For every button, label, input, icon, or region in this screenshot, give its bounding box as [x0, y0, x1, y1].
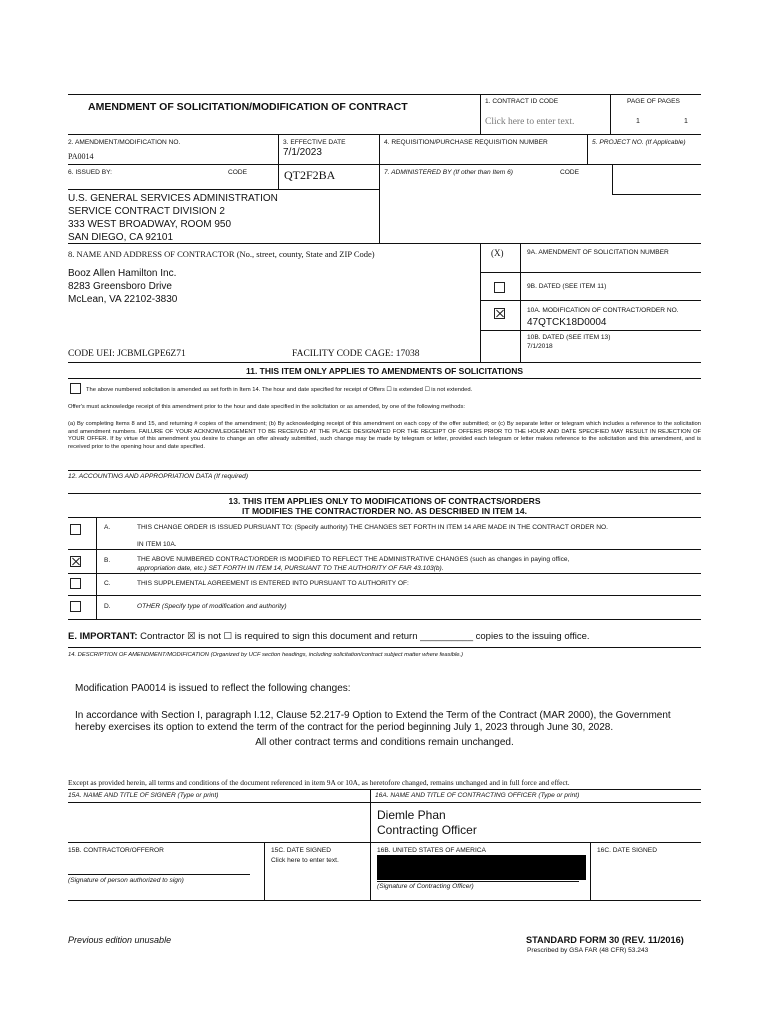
contracting-officer-label: 16A. NAME AND TITLE OF CONTRACTING OFFICER (Type or print) [375, 792, 580, 799]
dated-10b-value: 7/1/2018 [527, 343, 553, 350]
signer-name-label: 15A. NAME AND TITLE OF SIGNER (Type or print) [68, 792, 219, 799]
date-signed-15c-field[interactable]: Click here to enter text. [271, 857, 339, 864]
facility-cage: FACILITY CODE CAGE: 17038 [292, 349, 420, 359]
item-13c-letter: C. [104, 580, 111, 587]
item-11-title: 11. THIS ITEM ONLY APPLIES TO AMENDMENTS OF SOLICITATIONS [245, 366, 524, 376]
effective-date-label: 3. EFFECTIVE DATE [283, 139, 346, 146]
rule [520, 243, 521, 362]
rule [68, 900, 701, 901]
contractor-signature-line[interactable] [68, 874, 250, 875]
item-13a-text2: IN ITEM 10A. [137, 541, 177, 548]
rule [68, 378, 701, 379]
administered-by-code-label: CODE [560, 169, 580, 176]
amendment-no: PA0014 [68, 152, 94, 161]
footer-edition-note: Previous edition unusable [68, 935, 172, 945]
rule [68, 619, 701, 620]
rule [264, 842, 265, 900]
rule [68, 595, 701, 596]
rule [68, 94, 701, 95]
item-13b-text2: appropriation date, etc.) SET FORTH IN ITEM 14, PURSUANT TO THE AUTHORITY OF FAR 43.103(b). [137, 565, 444, 572]
contracting-officer-name: Diemle Phan [377, 808, 446, 822]
rule [68, 517, 701, 518]
dated-9b-label: 9B. DATED (SEE ITEM 11) [527, 283, 607, 290]
rule [480, 272, 701, 273]
officer-signature-line[interactable] [377, 881, 579, 882]
footer-form-number: STANDARD FORM 30 (REV. 11/2016) [526, 935, 684, 945]
contractor-offeror-label: 15B. CONTRACTOR/OFFEROR [68, 847, 164, 854]
issuer-address-line: SAN DIEGO, CA 92101 [68, 232, 174, 243]
item-11-line2: Offer's must acknowledge receipt of this amendment prior to the hour and date specified in the solicitation or as amended, by one of the following methods: [68, 404, 466, 410]
rule [610, 94, 611, 134]
description-closing: All other contract terms and conditions remain unchanged. [255, 737, 514, 748]
except-statement: Except as provided herein, all terms and conditions of the document referenced in item 9A or 10A, as heretofore changed, remains unchanged and in full force and effect. [68, 778, 570, 787]
solicitation-number-label: 9A. AMENDMENT OF SOLICITATION NUMBER [527, 249, 669, 256]
description-label: 14. DESCRIPTION OF AMENDMENT/MODIFICATION (Organized by UCF section headings, including solicitation/contract subject matter where feasible.) [68, 652, 464, 658]
item-13a-text: THIS CHANGE ORDER IS ISSUED PURSUANT TO: (Specify authority) THE CHANGES SET FORTH IN ITEM 14 ARE MADE IN THE CONTRACT ORDER NO. [137, 524, 608, 531]
contracting-officer-title: Contracting Officer [377, 823, 477, 837]
rule [68, 493, 701, 494]
issued-by-label: 6. ISSUED BY: [68, 169, 112, 176]
redacted-signature [377, 855, 586, 880]
rule [68, 789, 701, 790]
date-signed-15c-label: 15C. DATE SIGNED [271, 847, 331, 854]
item-13c-checkbox[interactable] [70, 578, 81, 589]
item-11-checkbox[interactable] [70, 383, 81, 394]
item-13a-checkbox[interactable] [70, 524, 81, 535]
date-signed-16c-label: 16C. DATE SIGNED [597, 847, 657, 854]
dated-9b-checkbox[interactable] [494, 282, 505, 293]
description-body-line2: hereby exercises its option to extend the term of the contract for the period beginning July 1, 2023 through June 30, 2028. [75, 722, 614, 733]
item-13d-letter: D. [104, 603, 111, 610]
important-text: Contractor ☒ is not ☐ is required to sign this document and return [140, 631, 418, 642]
rule [612, 194, 701, 195]
contractor-address-line: Booz Allen Hamilton Inc. [68, 268, 177, 279]
project-no-label: 5. PROJECT NO. (If Applicable) [592, 139, 686, 146]
form-title: AMENDMENT OF SOLICITATION/MODIFICATION OF CONTRACT [88, 101, 408, 113]
rule [68, 802, 701, 803]
issued-by-code: QT2F2BA [284, 168, 336, 182]
accounting-data-label: 12. ACCOUNTING AND APPROPRIATION DATA (If required) [68, 473, 249, 480]
rule [480, 300, 701, 301]
rule [68, 470, 701, 471]
important-lead: E. IMPORTANT: [68, 631, 138, 642]
item-13b-checkbox[interactable] [70, 556, 81, 567]
item-11-instructions: (a) By completing Items 8 and 15, and returning # copies of the amendment; (b) By acknowledging receipt of this amendment on each copy of the offer submitted; or (c) By separate letter or telegram which includes a reference to the solicitation and amendment numbers. FAILURE OF YOUR ACKNOWLEDGEMENT TO BE RECEIVED AT THE PLACE DESIGNATED FOR THE RECEIPT OF OFFERS PRIOR TO THE HOUR AND DATE SPECIFIED MAY RESULT IN REJECTION OF YOUR OFFER. If by virtue of this amendment you desire to change an offer already submitted, such change may be made by telegram or letter, provided each telegram or letter makes reference to the solicitation and this amendment, and is received prior to the opening hour and date specified. [68, 421, 701, 450]
important-notice [68, 631, 590, 642]
contract-id-label: 1. CONTRACT ID CODE [485, 98, 559, 105]
item-13-subtitle: IT MODIFIES THE CONTRACT/ORDER NO. AS DESCRIBED IN ITEM 14. [242, 506, 527, 516]
contractor-uei: CODE UEI: JCBMLGPE6Z71 [68, 349, 186, 359]
rule [278, 134, 279, 189]
contractor-label: 8. NAME AND ADDRESS OF CONTRACTOR (No., street, county, State and ZIP Code) [68, 249, 375, 259]
item-13c-text: THIS SUPPLEMENTAL AGREEMENT IS ENTERED INTO PURSUANT TO AUTHORITY OF: [137, 580, 409, 587]
item-13-title: 13. THIS ITEM APPLIES ONLY TO MODIFICATIONS OF CONTRACTS/ORDERS [228, 496, 541, 506]
usa-label: 16B. UNITED STATES OF AMERICA [377, 847, 486, 854]
requisition-label: 4. REQUISITION/PURCHASE REQUISITION NUMBER [384, 139, 548, 146]
rule [612, 164, 613, 194]
issued-by-code-label: CODE [228, 169, 248, 176]
rule [590, 842, 591, 900]
item-13d-checkbox[interactable] [70, 601, 81, 612]
rule [480, 94, 481, 134]
item-13a-letter: A. [104, 524, 111, 531]
description-body-line1: In accordance with Section I, paragraph I.12, Clause 52.217-9 Option to Extend the Term of the Contract (MAR 2000), the Government [75, 710, 671, 721]
contract-id-field[interactable]: Click here to enter text. [485, 117, 575, 127]
officer-signature-caption: (Signature of Contracting Officer) [377, 883, 474, 890]
contractor-address-line: 8283 Greensboro Drive [68, 281, 172, 292]
administered-by-label: 7. ADMINISTERED BY (If other than Item 6) [384, 169, 513, 176]
effective-date: 7/1/2023 [283, 147, 322, 158]
issuer-address-line: U.S. GENERAL SERVICES ADMINISTRATION [68, 193, 278, 204]
rule [96, 517, 97, 619]
page-of-pages-label: PAGE OF PAGES [627, 98, 680, 105]
item-13d-text: OTHER (Specify type of modification and authority) [137, 603, 287, 610]
modification-10a-checkbox[interactable] [494, 308, 505, 319]
issuer-address-line: SERVICE CONTRACT DIVISION 2 [68, 206, 225, 217]
issuer-address-line: 333 WEST BROADWAY, ROOM 950 [68, 219, 232, 230]
amendment-no-label: 2. AMENDMENT/MODIFICATION NO. [68, 139, 181, 146]
description-intro: Modification PA0014 is issued to reflect the following changes: [75, 683, 351, 694]
modification-10a-label: 10A. MODIFICATION OF CONTRACT/ORDER NO. [527, 307, 679, 314]
rule [68, 842, 701, 843]
item-13b-text: THE ABOVE NUMBERED CONTRACT/ORDER IS MODIFIED TO REFLECT THE ADMINISTRATIVE CHANGES (such as changes in paying office, [137, 556, 570, 563]
important-blank: __________ [420, 631, 473, 642]
item-13b-letter: B. [104, 557, 111, 564]
rule [68, 134, 701, 135]
dated-10b-label: 10B. DATED (SEE ITEM 13) [527, 334, 611, 341]
item-11-line1: The above numbered solicitation is amended as set forth in Item 14. The hour and date specified for receipt of Offers ☐ is extended ☐ is not extended. [86, 387, 473, 393]
rule [68, 362, 701, 363]
rule [379, 134, 380, 243]
rule [480, 330, 701, 331]
rule [68, 189, 379, 190]
rule [68, 164, 701, 165]
page-total: 1 [684, 118, 688, 125]
contract-order-no: 47QTCK18D0004 [527, 317, 607, 328]
contractor-signature-caption: (Signature of person authorized to sign) [68, 877, 184, 884]
page-number: 1 [636, 118, 640, 125]
rule [68, 647, 701, 648]
important-tail: copies to the issuing office. [475, 631, 590, 642]
footer-prescribed: Prescribed by GSA FAR (48 CFR) 53.243 [527, 947, 649, 954]
x-column-header: (X) [491, 248, 504, 258]
rule [480, 243, 481, 362]
contractor-address-line: McLean, VA 22102-3830 [68, 294, 178, 305]
rule [370, 789, 371, 900]
rule [587, 134, 588, 164]
